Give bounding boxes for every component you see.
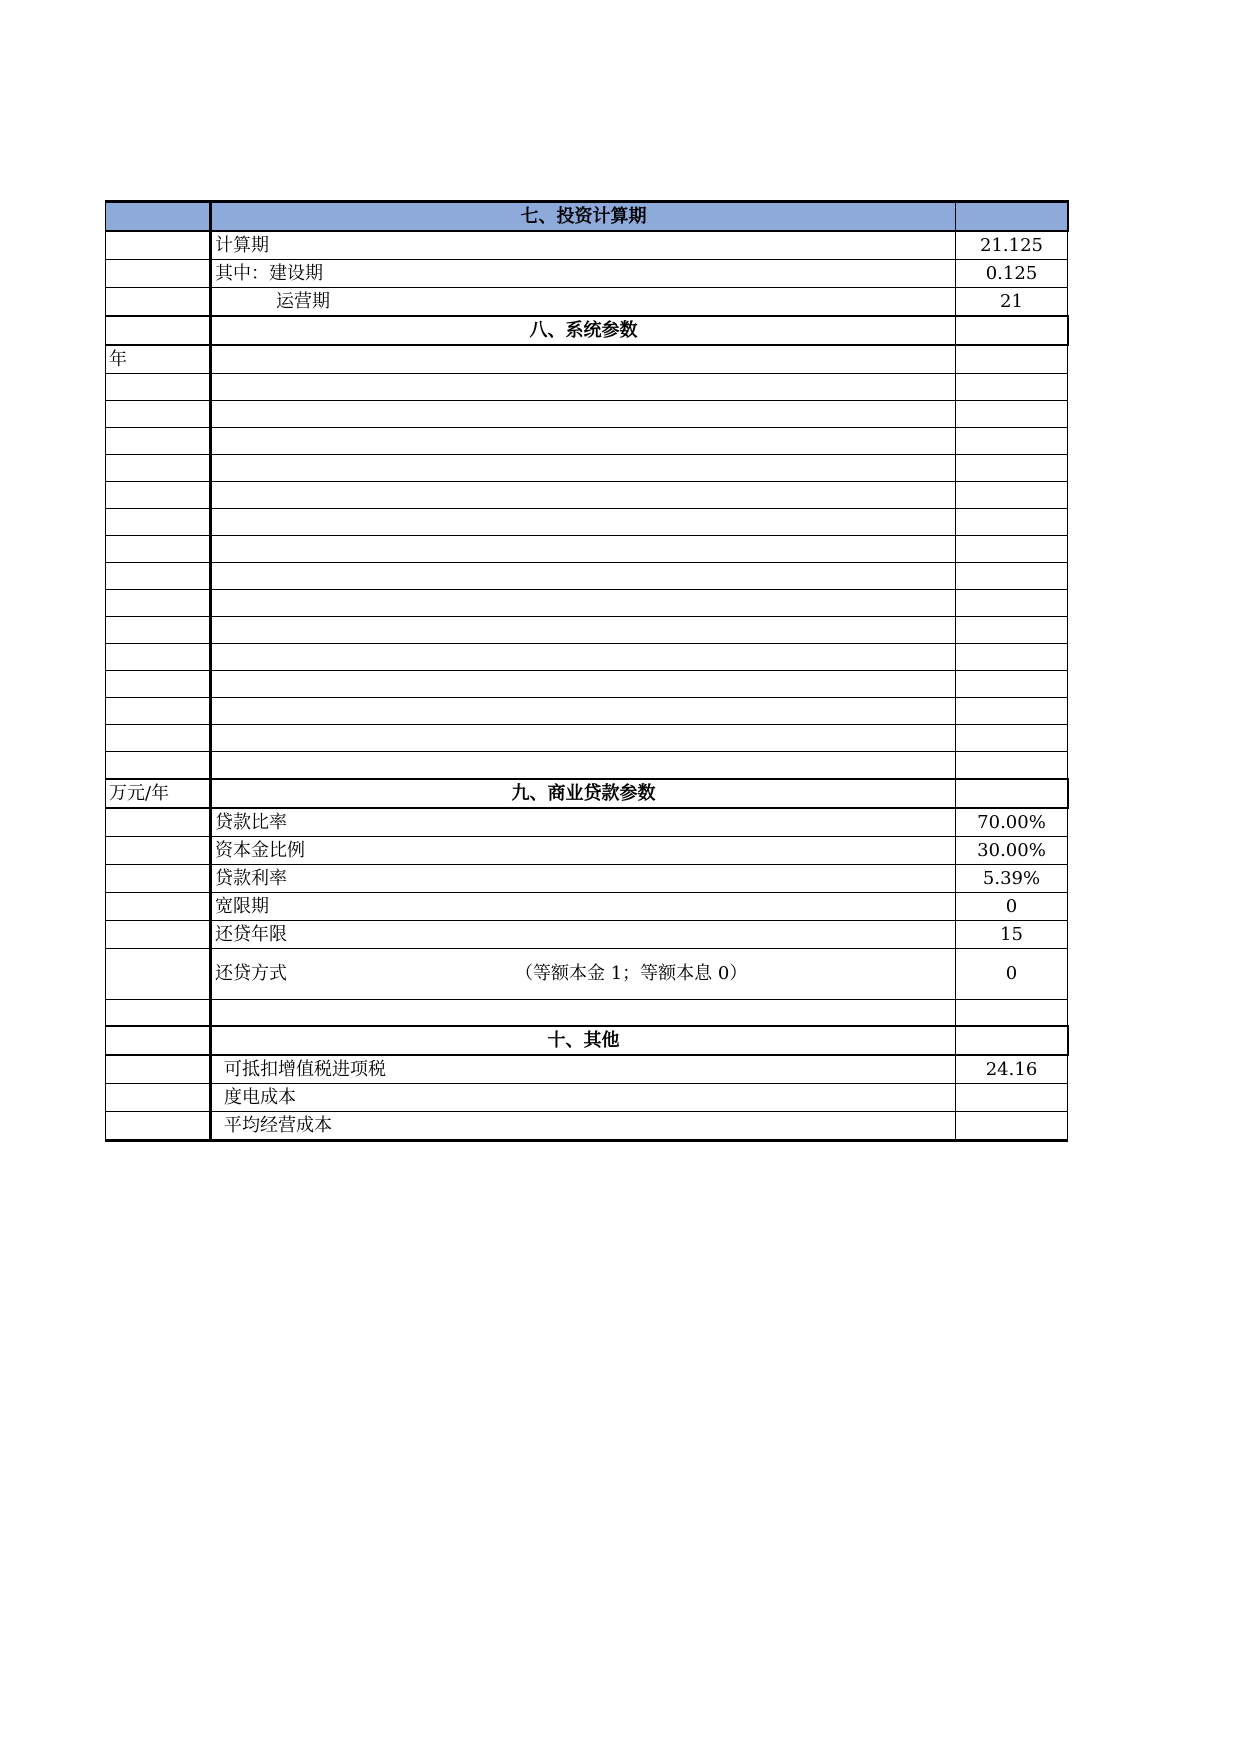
cell[interactable] (956, 345, 1068, 374)
table-row (106, 864, 1068, 892)
table-row (106, 231, 1068, 260)
table-row (106, 948, 1068, 999)
table-row (106, 671, 1068, 698)
row-label[interactable]: 平均经营成本 (211, 1112, 956, 1141)
row-label[interactable]: 运营期 (211, 288, 956, 317)
cell[interactable] (106, 1026, 211, 1055)
cell[interactable] (106, 698, 211, 725)
cell[interactable] (211, 509, 956, 536)
cell[interactable] (211, 752, 956, 779)
row-value[interactable]: 0 (956, 892, 1068, 920)
cell[interactable] (956, 316, 1068, 345)
table-row (106, 1112, 1068, 1141)
row-label[interactable]: 贷款利率 (211, 864, 956, 892)
cell[interactable] (106, 401, 211, 428)
table-row (106, 892, 1068, 920)
table-row (106, 617, 1068, 644)
cell[interactable] (106, 808, 211, 837)
section-title[interactable]: 八、系统参数 (211, 316, 956, 345)
cell[interactable] (106, 482, 211, 509)
cell[interactable] (211, 482, 956, 509)
cell[interactable] (956, 509, 1068, 536)
cell[interactable] (211, 617, 956, 644)
row-label[interactable]: 宽限期 (211, 892, 956, 920)
cell[interactable] (106, 590, 211, 617)
cell[interactable] (106, 617, 211, 644)
cell[interactable] (211, 536, 956, 563)
cell[interactable] (106, 288, 211, 317)
cell[interactable] (211, 345, 956, 374)
parameter-sheet (105, 200, 1069, 1142)
cell[interactable] (106, 536, 211, 563)
row-label[interactable]: 贷款比率 (211, 808, 956, 837)
table-row (106, 536, 1068, 563)
cell[interactable] (106, 428, 211, 455)
section-header-row (106, 779, 1068, 808)
table-row (106, 698, 1068, 725)
cell[interactable] (106, 671, 211, 698)
cell[interactable] (106, 644, 211, 671)
row-value[interactable]: 15 (956, 920, 1068, 948)
cell[interactable] (106, 260, 211, 288)
cell[interactable] (956, 590, 1068, 617)
unit-label[interactable]: 万元/年 (106, 779, 211, 808)
row-value[interactable]: 0 (956, 948, 1068, 999)
section-title[interactable]: 九、商业贷款参数 (211, 779, 956, 808)
row-value[interactable]: 5.39% (956, 864, 1068, 892)
cell[interactable] (106, 920, 211, 948)
row-label: 还贷方式 (215, 963, 287, 984)
table-row (106, 455, 1068, 482)
cell[interactable] (956, 374, 1068, 401)
cell[interactable] (956, 779, 1068, 808)
table-row (106, 808, 1068, 837)
table-row (106, 260, 1068, 288)
cell[interactable] (956, 1026, 1068, 1055)
cell[interactable] (956, 428, 1068, 455)
table-row (106, 374, 1068, 401)
cell[interactable] (106, 948, 211, 999)
row-label[interactable]: 可抵扣增值税进项税 (211, 1055, 956, 1084)
cell[interactable] (106, 864, 211, 892)
unit-label[interactable]: 年 (106, 345, 211, 374)
cell[interactable] (211, 374, 956, 401)
cell[interactable] (956, 401, 1068, 428)
cell[interactable] (211, 698, 956, 725)
row-value[interactable] (956, 1112, 1068, 1141)
table-row (106, 509, 1068, 536)
table-row (106, 1084, 1068, 1112)
table-row (106, 563, 1068, 590)
cell[interactable] (956, 725, 1068, 752)
cell[interactable] (106, 836, 211, 864)
cell[interactable] (211, 428, 956, 455)
row-value[interactable]: 0.125 (956, 260, 1068, 288)
row-label[interactable]: 还贷年限 (211, 920, 956, 948)
cell[interactable] (106, 1112, 211, 1141)
table-row (106, 752, 1068, 779)
table-row (106, 1055, 1068, 1084)
cell[interactable] (956, 202, 1068, 232)
section-header-row (106, 202, 1068, 232)
cell[interactable] (211, 563, 956, 590)
cell[interactable] (106, 202, 211, 232)
row-value[interactable] (956, 1084, 1068, 1112)
section-header-row (106, 316, 1068, 345)
cell[interactable] (106, 1055, 211, 1084)
row-value[interactable]: 21 (956, 288, 1068, 317)
table-row (106, 288, 1068, 317)
cell[interactable] (956, 671, 1068, 698)
cell[interactable] (106, 1084, 211, 1112)
table-row (106, 401, 1068, 428)
cell[interactable] (211, 401, 956, 428)
row-value[interactable]: 24.16 (956, 1055, 1068, 1084)
row-label[interactable]: 其中：建设期 (211, 260, 956, 288)
row-value[interactable]: 70.00% (956, 808, 1068, 837)
cell[interactable] (956, 644, 1068, 671)
cell[interactable] (106, 999, 211, 1026)
row-label[interactable]: 度电成本 (211, 1084, 956, 1112)
table-row (106, 482, 1068, 509)
cell[interactable] (106, 231, 211, 260)
cell[interactable] (956, 617, 1068, 644)
section-title[interactable]: 十、其他 (211, 1026, 956, 1055)
table-row (106, 644, 1068, 671)
row-label[interactable]: 资本金比例 (211, 836, 956, 864)
row-label[interactable]: 计算期 (211, 231, 956, 260)
cell[interactable] (106, 374, 211, 401)
cell[interactable] (211, 671, 956, 698)
cell[interactable] (211, 644, 956, 671)
table-row (106, 999, 1068, 1026)
cell[interactable] (106, 563, 211, 590)
repayment-method-cell[interactable] (211, 948, 956, 999)
table-row (106, 836, 1068, 864)
cell[interactable] (956, 999, 1068, 1026)
cell[interactable] (956, 563, 1068, 590)
row-value[interactable]: 30.00% (956, 836, 1068, 864)
cell[interactable] (956, 698, 1068, 725)
cell[interactable] (211, 590, 956, 617)
repayment-method-note: （等额本金 1；等额本息 0） (515, 963, 748, 984)
table-row (106, 590, 1068, 617)
cell[interactable] (106, 725, 211, 752)
table-row (106, 725, 1068, 752)
section-header-row (106, 1026, 1068, 1055)
cell[interactable] (956, 752, 1068, 779)
cell[interactable] (106, 316, 211, 345)
cell[interactable] (106, 455, 211, 482)
table-row (106, 345, 1068, 374)
cell[interactable] (106, 892, 211, 920)
table-row (106, 428, 1068, 455)
cell[interactable] (956, 536, 1068, 563)
cell[interactable] (956, 455, 1068, 482)
cell[interactable] (106, 752, 211, 779)
cell[interactable] (106, 509, 211, 536)
row-value[interactable]: 21.125 (956, 231, 1068, 260)
cell[interactable] (211, 455, 956, 482)
cell[interactable] (211, 999, 956, 1026)
cell[interactable] (956, 482, 1068, 509)
cell[interactable] (211, 725, 956, 752)
table-row (106, 920, 1068, 948)
section-title[interactable]: 七、投资计算期 (211, 202, 956, 232)
